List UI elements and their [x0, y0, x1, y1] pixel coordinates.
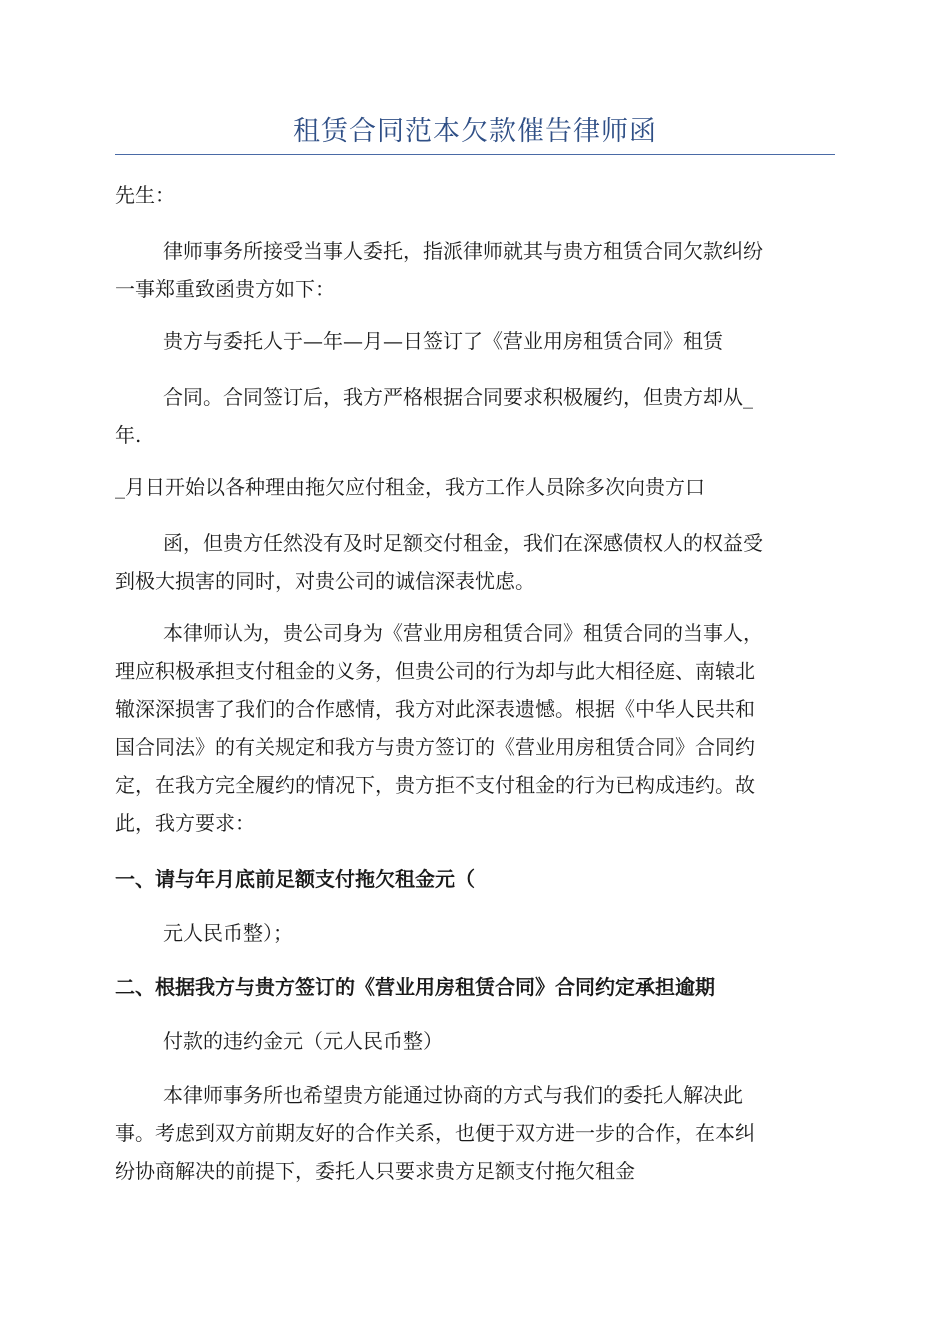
- requirement-two: 二、根据我方与贵方签订的《营业用房租赁合同》合同约定承担逾期: [115, 975, 715, 999]
- requirement-one: 一、请与年月底前足额支付拖欠租金元（: [115, 867, 475, 891]
- paragraph-opinion: 本律师认为，贵公司身为《营业用房租赁合同》租赁合同的当事人， 理应积极承担支付租金的义务，但贵公司的行为却与此大相径庭、南辕北 辙深深损害了我们的合作感情，我方对此深表遗憾。根据《中华人民共和 国合同法》的有关规定和我方与贵方签订的《营业用房租赁合同》合同约 定，在我方完全履约的情况下，贵方拒不支付租金的行为已构成违约。故 此，我方要求：: [115, 621, 763, 835]
- document-title: 租赁合同范本欠款催告律师函: [293, 116, 657, 147]
- paragraph-negotiation: 本律师事务所也希望贵方能通过协商的方式与我们的委托人解决此 事。考虑到双方前期友好的合作关系，也便于双方进一步的合作，在本纠 纷协商解决的前提下，委托人只要求贵方足额支付拖欠租金: [115, 1083, 755, 1183]
- paragraph-performance: 合同。合同签订后，我方严格根据合同要求积极履约，但贵方却从_ 年.: [115, 385, 753, 447]
- salutation: 先生：: [115, 183, 175, 207]
- requirement-two-continued: 付款的违约金元（元人民币整）: [163, 1029, 443, 1053]
- paragraph-concern: 函，但贵方任然没有及时足额交付租金，我们在深感债权人的权益受 到极大损害的同时，对贵公司的诚信深表忧虑。: [115, 531, 763, 593]
- paragraph-signing: 贵方与委托人于—年—月—日签订了《营业用房租赁合同》租赁: [163, 329, 723, 353]
- title-underline: [115, 154, 835, 155]
- paragraph-arrears: _月日开始以各种理由拖欠应付租金，我方工作人员除多次向贵方口: [115, 475, 705, 499]
- requirement-one-continued: 元人民币整）；: [163, 921, 293, 945]
- paragraph-intro: 律师事务所接受当事人委托，指派律师就其与贵方租赁合同欠款纠纷 一事郑重致函贵方如下：: [115, 239, 763, 301]
